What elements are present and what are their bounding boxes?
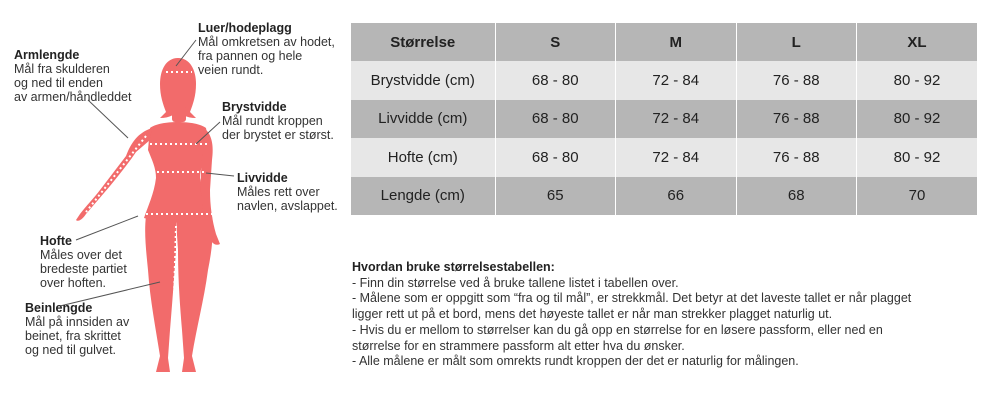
annotation-hip bbox=[40, 234, 127, 290]
table-cell: 72 - 84 bbox=[616, 138, 737, 176]
annotation-leg-title: Beinlengde bbox=[25, 301, 93, 315]
header-size-label: Størrelse bbox=[351, 23, 495, 61]
annotation-arm bbox=[14, 48, 131, 104]
table-cell: 68 - 80 bbox=[495, 100, 616, 138]
header-size-m: M bbox=[616, 23, 737, 61]
annotation-arm-desc: Mål fra skulderen og ned til enden av armen/håndleddet bbox=[14, 62, 132, 104]
annotation-head-title: Luer/hodeplagg bbox=[198, 21, 292, 35]
annotation-leg bbox=[25, 301, 129, 357]
header-size-l: L bbox=[736, 23, 857, 61]
table-row bbox=[351, 100, 977, 138]
table-cell: 76 - 88 bbox=[736, 61, 857, 99]
annotation-chest-desc: Mål rundt kroppen der brystet er størst. bbox=[222, 114, 334, 142]
annotation-waist-desc: Måles rett over navlen, avslappet. bbox=[237, 185, 338, 213]
body-diagram bbox=[0, 0, 350, 406]
table-row bbox=[351, 138, 977, 176]
list-item: - Finn din størrelse ved å bruke tallene listet i tabellen over. bbox=[352, 275, 679, 290]
table-cell: 65 bbox=[495, 177, 616, 215]
table-cell: 76 - 88 bbox=[736, 100, 857, 138]
instructions-heading: Hvordan bruke størrelsestabellen: bbox=[352, 260, 555, 274]
list-item: - Alle målene er målt som omrekts rundt kroppen der det er naturlig for målingen. bbox=[352, 354, 799, 369]
annotation-hip-title: Hofte bbox=[40, 234, 72, 248]
table-cell: 80 - 92 bbox=[893, 72, 941, 90]
table-row bbox=[351, 61, 977, 99]
row-label: Hofte (cm) bbox=[351, 138, 495, 176]
annotation-head-desc: Mål omkretsen av hodet, fra pannen og hele veien rundt. bbox=[198, 35, 335, 77]
size-guide-instructions bbox=[352, 260, 912, 370]
header-size-xl: XL bbox=[907, 33, 927, 51]
annotation-leg-desc: Mål på innsiden av beinet, fra skrittet og ned til gulvet. bbox=[25, 315, 130, 357]
table-cell: 68 - 80 bbox=[495, 61, 616, 99]
table-cell: 68 bbox=[736, 177, 857, 215]
header-size-s: S bbox=[495, 23, 616, 61]
table-cell: 80 - 92 bbox=[893, 110, 941, 128]
list-item: - Målene som er oppgitt som “fra og til mål”, er strekkmål. Det betyr at det laveste tallet er når plagget ligger rett ut på et bord, mens det høyeste tallet er når man strekker plagget naturlig ut. bbox=[352, 291, 912, 322]
annotation-arm-title: Armlengde bbox=[14, 48, 80, 62]
size-table bbox=[351, 23, 977, 215]
table-header-row bbox=[351, 23, 977, 61]
list-item: - Hvis du er mellom to størrelser kan du gå opp en størrelse for en løsere passform, eller ned en størrelse for en strammere passform alt etter hva du ønsker. bbox=[352, 322, 883, 353]
annotation-hip-desc: Måles over det bredeste partiet over hoften. bbox=[40, 248, 127, 290]
annotation-waist bbox=[237, 171, 338, 213]
row-label: Lengde (cm) bbox=[351, 177, 495, 215]
table-cell: 76 - 88 bbox=[736, 138, 857, 176]
table-cell: 72 - 84 bbox=[616, 61, 737, 99]
table-cell: 70 bbox=[908, 187, 926, 205]
annotation-waist-title: Livvidde bbox=[237, 171, 288, 185]
table-cell: 68 - 80 bbox=[495, 138, 616, 176]
row-label: Livvidde (cm) bbox=[351, 100, 495, 138]
table-cell: 80 - 92 bbox=[893, 148, 941, 166]
table-cell: 72 - 84 bbox=[616, 100, 737, 138]
row-label: Brystvidde (cm) bbox=[351, 61, 495, 99]
annotation-head bbox=[198, 21, 335, 77]
table-row bbox=[351, 177, 977, 215]
table-cell: 66 bbox=[616, 177, 737, 215]
annotation-chest-title: Brystvidde bbox=[222, 100, 287, 114]
annotation-chest bbox=[222, 100, 334, 142]
instructions-list bbox=[352, 276, 912, 370]
